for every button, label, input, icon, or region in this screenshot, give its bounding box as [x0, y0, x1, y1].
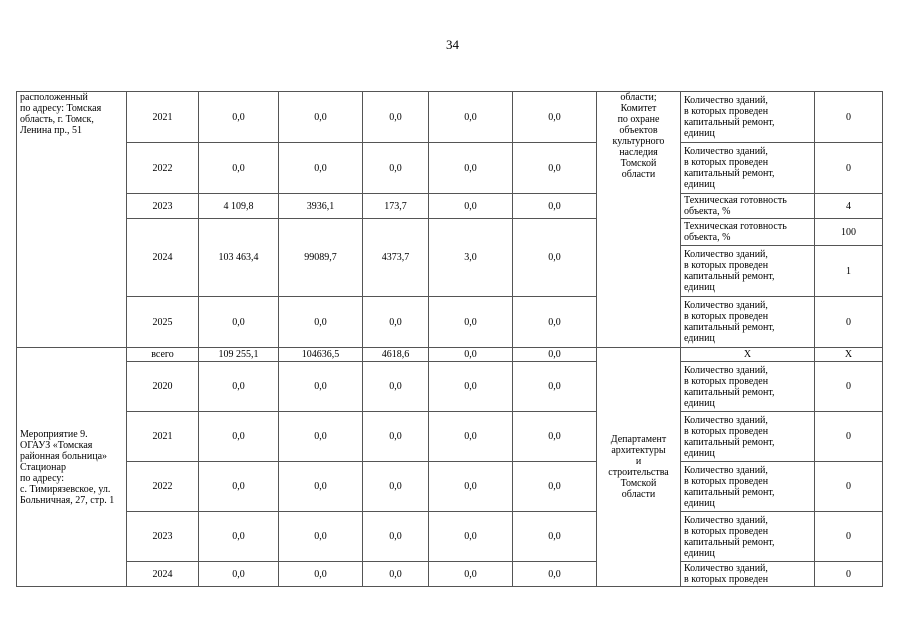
indicator-cell: [681, 246, 815, 297]
table-row: [17, 92, 883, 143]
year-cell: 2022: [127, 143, 199, 194]
indicator-cell: [681, 462, 815, 512]
indicator-cell: [681, 143, 815, 194]
year-cell: 2024: [127, 219, 199, 297]
table-row: [17, 412, 883, 462]
executor-cell: [597, 348, 681, 587]
total-cell: 0,0: [199, 362, 279, 412]
value-cell: 0,0: [429, 412, 513, 462]
value-cell: 3936,1: [279, 194, 363, 219]
value-cell: 0,0: [279, 562, 363, 587]
total-cell: 0,0: [199, 462, 279, 512]
table-row: [17, 362, 883, 412]
indicator-text: Количество зданий, в которых проведен капитальный ремонт, единиц: [684, 95, 775, 139]
table-row: [17, 143, 883, 194]
value-cell: 0,0: [279, 512, 363, 562]
event-name-cell: [17, 92, 127, 348]
indicator-value: 0: [815, 462, 883, 512]
year-cell: 2021: [127, 92, 199, 143]
value-cell: 0,0: [429, 348, 513, 362]
year-cell: 2020: [127, 362, 199, 412]
table-row: [17, 297, 883, 348]
table-row: [17, 562, 883, 587]
value-cell: 0,0: [513, 143, 597, 194]
indicator-text: Количество зданий, в которых проведен капитальный ремонт, единиц: [684, 300, 775, 344]
total-cell: 0,0: [199, 562, 279, 587]
indicator-value: 0: [815, 297, 883, 348]
table-row: [17, 194, 883, 219]
indicator-cell: [681, 362, 815, 412]
value-cell: 0,0: [429, 512, 513, 562]
value-cell: 0,0: [363, 562, 429, 587]
indicator-text: Количество зданий, в которых проведен капитальный ремонт, единиц: [684, 146, 775, 190]
indicator-value: 100: [815, 219, 883, 246]
value-cell: 173,7: [363, 194, 429, 219]
value-cell: 0,0: [513, 194, 597, 219]
value-cell: 0,0: [513, 512, 597, 562]
value-cell: 0,0: [429, 92, 513, 143]
value-cell: 0,0: [363, 143, 429, 194]
total-cell: 109 255,1: [199, 348, 279, 362]
event-name: расположенный по адресу: Томская область, г. Томск, Ленина пр., 51: [20, 92, 102, 136]
total-cell: 0,0: [199, 143, 279, 194]
value-cell: 0,0: [429, 143, 513, 194]
executor-cell: [597, 92, 681, 348]
indicator-text: Количество зданий, в которых проведен капитальный ремонт, единиц: [684, 514, 775, 559]
indicator-value: 1: [815, 246, 883, 297]
indicator-cell: [681, 219, 815, 246]
value-cell: 0,0: [279, 362, 363, 412]
indicator-text: Техническая готовность объекта, %: [684, 195, 787, 217]
value-cell: 0,0: [513, 412, 597, 462]
value-cell: 0,0: [363, 362, 429, 412]
event-name: Мероприятие 9. ОГАУЗ «Томская районная больница» Стационар по адресу: с. Тимирязевское, ул. Больничная, 27, стр. 1: [20, 428, 115, 506]
indicator-text: Количество зданий, в которых проведен капитальный ремонт, единиц: [684, 249, 775, 293]
total-cell: 0,0: [199, 297, 279, 348]
page-number: 34: [446, 37, 459, 52]
value-cell: 0,0: [513, 219, 597, 297]
year-cell: всего: [127, 348, 199, 362]
table-row: [17, 512, 883, 562]
value-cell: 0,0: [279, 92, 363, 143]
indicator-value: 0: [815, 362, 883, 412]
executor-name: области; Комитет по охране объектов культурного наследия Томской области: [612, 92, 665, 180]
value-cell: 0,0: [363, 412, 429, 462]
executor-name: Департамент архитектуры и строительства Томской области: [608, 434, 669, 500]
indicator-cell: [681, 297, 815, 348]
indicator-value: 0: [815, 562, 883, 587]
value-cell: 0,0: [363, 512, 429, 562]
indicator-value: 0: [815, 412, 883, 462]
indicator-value: 4: [815, 194, 883, 219]
total-cell: 4 109,8: [199, 194, 279, 219]
value-cell: 0,0: [429, 194, 513, 219]
total-cell: 0,0: [199, 92, 279, 143]
value-cell: 0,0: [513, 562, 597, 587]
value-cell: 0,0: [279, 143, 363, 194]
total-cell: 0,0: [199, 512, 279, 562]
value-cell: 4373,7: [363, 219, 429, 297]
value-cell: 0,0: [279, 297, 363, 348]
value-cell: 0,0: [513, 462, 597, 512]
indicator-cell: [681, 412, 815, 462]
indicator-cell: [681, 562, 815, 587]
value-cell: 0,0: [279, 462, 363, 512]
value-cell: 0,0: [363, 297, 429, 348]
value-cell: 0,0: [429, 297, 513, 348]
indicator-cell: [681, 194, 815, 219]
year-cell: 2023: [127, 194, 199, 219]
value-cell: 0,0: [363, 462, 429, 512]
value-cell: 0,0: [429, 362, 513, 412]
indicator-value: 0: [815, 92, 883, 143]
value-cell: 0,0: [429, 562, 513, 587]
value-cell: 0,0: [513, 362, 597, 412]
value-cell: 4618,6: [363, 348, 429, 362]
indicator-cell: [681, 512, 815, 562]
value-cell: 99089,7: [279, 219, 363, 297]
program-table: [16, 91, 883, 587]
table-row: [17, 348, 883, 362]
year-cell: 2021: [127, 412, 199, 462]
total-cell: 0,0: [199, 412, 279, 462]
table-row: [17, 219, 883, 246]
total-cell: 103 463,4: [199, 219, 279, 297]
indicator-cell: [681, 92, 815, 143]
event-name-cell: [17, 348, 127, 587]
indicator-text: Количество зданий, в которых проведен капитальный ремонт, единиц: [684, 414, 775, 459]
value-cell: 0,0: [363, 92, 429, 143]
indicator-cell: X: [681, 348, 815, 362]
value-cell: 0,0: [513, 348, 597, 362]
indicator-value: 0: [815, 512, 883, 562]
indicator-text: Количество зданий, в которых проведен капитальный ремонт, единиц: [684, 364, 775, 409]
indicator-value: X: [815, 348, 883, 362]
value-cell: 0,0: [513, 92, 597, 143]
indicator-text: Техническая готовность объекта, %: [684, 221, 787, 243]
value-cell: 3,0: [429, 219, 513, 297]
value-cell: 104636,5: [279, 348, 363, 362]
value-cell: 0,0: [429, 462, 513, 512]
value-cell: 0,0: [279, 412, 363, 462]
indicator-text: Количество зданий, в которых проведен капитальный ремонт, единиц: [684, 464, 775, 509]
table-row: [17, 462, 883, 512]
indicator-text: Количество зданий, в которых проведен: [684, 563, 769, 585]
value-cell: 0,0: [513, 297, 597, 348]
year-cell: 2024: [127, 562, 199, 587]
indicator-value: 0: [815, 143, 883, 194]
year-cell: 2025: [127, 297, 199, 348]
year-cell: 2023: [127, 512, 199, 562]
year-cell: 2022: [127, 462, 199, 512]
